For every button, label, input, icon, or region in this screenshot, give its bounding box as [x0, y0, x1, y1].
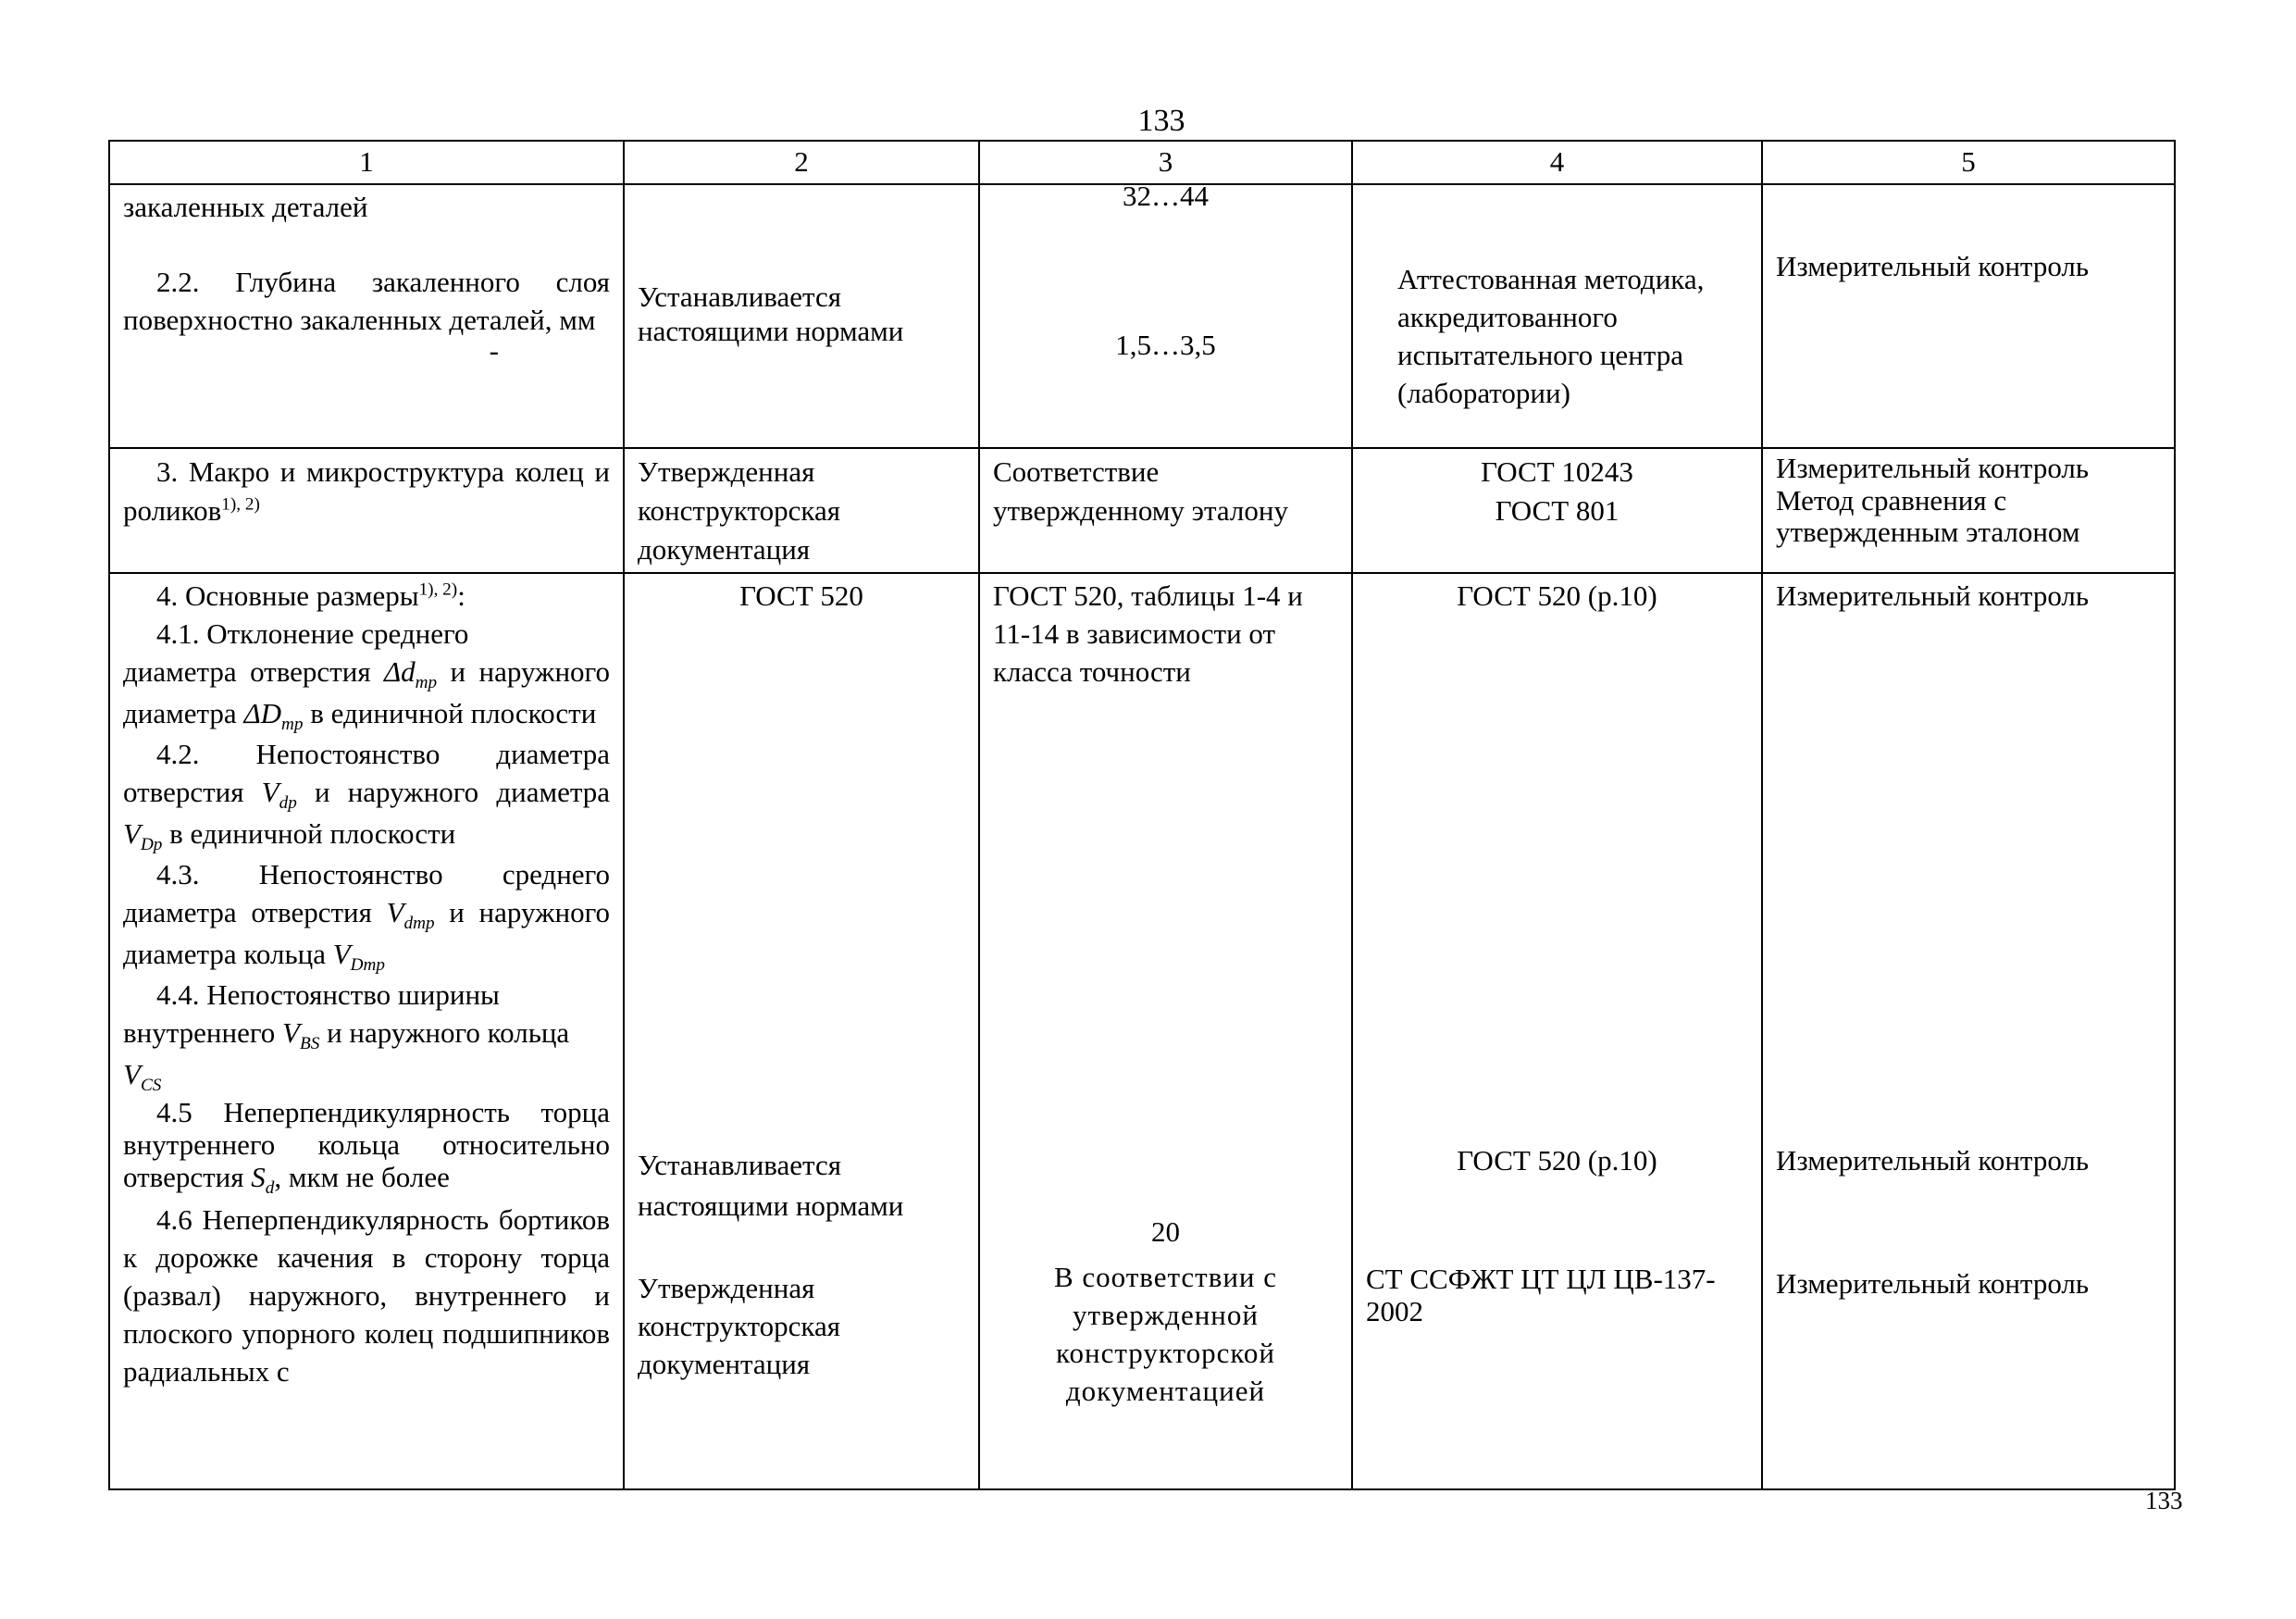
cell-row1-col2	[624, 184, 979, 448]
cell-row1-col5	[1762, 184, 2175, 448]
symbol-vdp: $V_{dp}$	[261, 776, 297, 814]
item-4-1-text-a: диаметра отверстия	[123, 655, 371, 689]
symbol-vbs: $V_{BS}$	[282, 1016, 320, 1054]
table-row-2-2	[109, 184, 2175, 448]
row3-control-b: Измерительный контроль	[1776, 1144, 2090, 1177]
item-4-1-line1: 4.1. Отклонение среднего	[156, 617, 469, 651]
column-header-4: 4	[1352, 141, 1762, 184]
item-4-5-text-a: 4.5 Неперпендикулярность торца внутреннего кольца относительно отверстия	[123, 1096, 610, 1193]
column-header-2: 2	[624, 141, 979, 184]
column-header-3: 3	[979, 141, 1352, 184]
cell-row1-col3	[979, 179, 1352, 448]
table-row-3	[109, 448, 2175, 574]
item-4-1-text-b: и наружного диаметра	[123, 655, 611, 729]
item-4-2-text-c: в единичной плоскости	[169, 816, 456, 850]
symbol-delta-Dmp: $\Delta D_{mp}$	[243, 696, 304, 734]
item-4-2-text-a: 4.2. Непостоянство диаметра отверстия	[123, 738, 610, 809]
row2-requirement: Утвержденная конструкторская документация	[638, 455, 841, 566]
column-header-1: 1	[109, 141, 624, 184]
gost-801: ГОСТ 801	[1495, 493, 1620, 527]
row1-requirement: Устанавливается настоящими нормами	[638, 280, 904, 348]
row1-control: Измерительный контроль	[1776, 249, 2090, 282]
gost-520-tables: ГОСТ 520, таблицы 1-4 и 11-14 в зависимости от класса точности	[993, 579, 1303, 689]
continued-text: закаленных деталей	[123, 190, 368, 223]
value-20: 20	[1151, 1215, 1180, 1249]
st-ssfzht: СТ ССФЖТ ЦТ ЦЛ ЦВ-137-2002	[1366, 1263, 1716, 1327]
cell-row1-col4	[1352, 184, 1762, 448]
gost-520-p10-a: ГОСТ 520 (р.10)	[1457, 579, 1657, 613]
column-header-5: 5	[1762, 141, 2175, 184]
gost-10243: ГОСТ 10243	[1481, 455, 1633, 488]
cell-row3-col3	[979, 573, 1352, 1489]
cell-row3-col5	[1762, 573, 2175, 1489]
page-number-top: 133	[1137, 104, 1185, 138]
item-4-1-text-c: в единичной плоскости	[310, 696, 597, 729]
requirements-table	[108, 140, 2176, 1490]
value-32-44: 32…44	[1123, 179, 1209, 212]
symbol-vDmp: $V_{Dmp}$	[332, 937, 385, 975]
cell-row2-col1	[109, 448, 624, 574]
cell-row3-col1	[109, 573, 624, 1489]
item-4-title: 4. Основные размеры	[156, 579, 419, 613]
row3-requirement-b: Устанавливается настоящими нормами	[638, 1149, 904, 1222]
cell-row2-col3	[979, 448, 1352, 574]
row3-control-c: Измерительный контроль	[1776, 1267, 2090, 1301]
symbol-vDp: $V_{Dp}$	[123, 816, 163, 854]
item-3-number: 3.	[156, 455, 179, 488]
cell-row3-col2	[624, 573, 979, 1489]
item-4-3-text-a: 4.3. Непостоянство среднего диаметра отверстия	[123, 858, 610, 929]
row3-control-a: Измерительный контроль	[1776, 579, 2090, 613]
item-4-2-text-b: и наружного диаметра	[314, 776, 611, 809]
cell-row3-col4	[1352, 573, 1762, 1489]
cell-row2-col5	[1762, 448, 2175, 574]
row2-control: Измерительный контроль Метод сравнения с утвержденным эталоном	[1776, 451, 2090, 549]
row3-requirement-c: Утвержденная конструкторская документация	[638, 1272, 841, 1380]
symbol-sd: $S_d$	[251, 1160, 275, 1198]
table-row-4	[109, 573, 2175, 1489]
item-4-4-text-a: 4.4. Непостоянство ширины внутреннего	[123, 978, 500, 1050]
symbol-vdmp: $V_{dmp}$	[386, 896, 435, 934]
gost-520-p10-b: ГОСТ 520 (р.10)	[1457, 1144, 1657, 1177]
item-3-text: Макро и микроструктура колец и роликов	[123, 455, 611, 527]
item-4-4-text-b: и наружного кольца	[327, 1016, 570, 1050]
page-number-bottom: 133	[2145, 1487, 2183, 1514]
gost-520: ГОСТ 520	[739, 579, 863, 613]
symbol-vcs: $V_{CS}$	[123, 1057, 162, 1095]
colon: :	[457, 579, 465, 613]
cell-row2-col2	[624, 448, 979, 574]
footnote-ref: 1), 2)	[221, 494, 260, 515]
row2-norm: Соответствие утвержденному эталону	[993, 455, 1288, 527]
item-4-3-text-b: и наружного диаметра кольца	[123, 896, 611, 970]
dash-mark: -	[489, 333, 499, 367]
cell-row1-col1	[109, 184, 624, 448]
cell-row2-col4	[1352, 448, 1762, 574]
symbol-delta-dmp: $\Delta d_{mp}$	[383, 655, 438, 693]
item-2-2-text: 2.2. Глубина закаленного слоя поверхностно закаленных деталей, мм	[123, 265, 610, 336]
row3-norm-c: В соответствии с утвержденной конструкторской документацией	[1053, 1261, 1278, 1407]
item-4-5-text-b: , мкм не более	[274, 1160, 450, 1193]
footnote-ref: 1), 2)	[418, 580, 458, 601]
item-4-6-text: 4.6 Неперпендикулярность бортиков к дорожке качения в сторону торца (развал) наружного, внутреннего и плоского упорного колец подшипников радиальных с	[123, 1203, 610, 1389]
row1-method: Аттестованная методика, аккредитованного испытательного центра (лаборатории)	[1397, 262, 1705, 409]
value-1-5-3-5: 1,5…3,5	[1115, 328, 1216, 361]
